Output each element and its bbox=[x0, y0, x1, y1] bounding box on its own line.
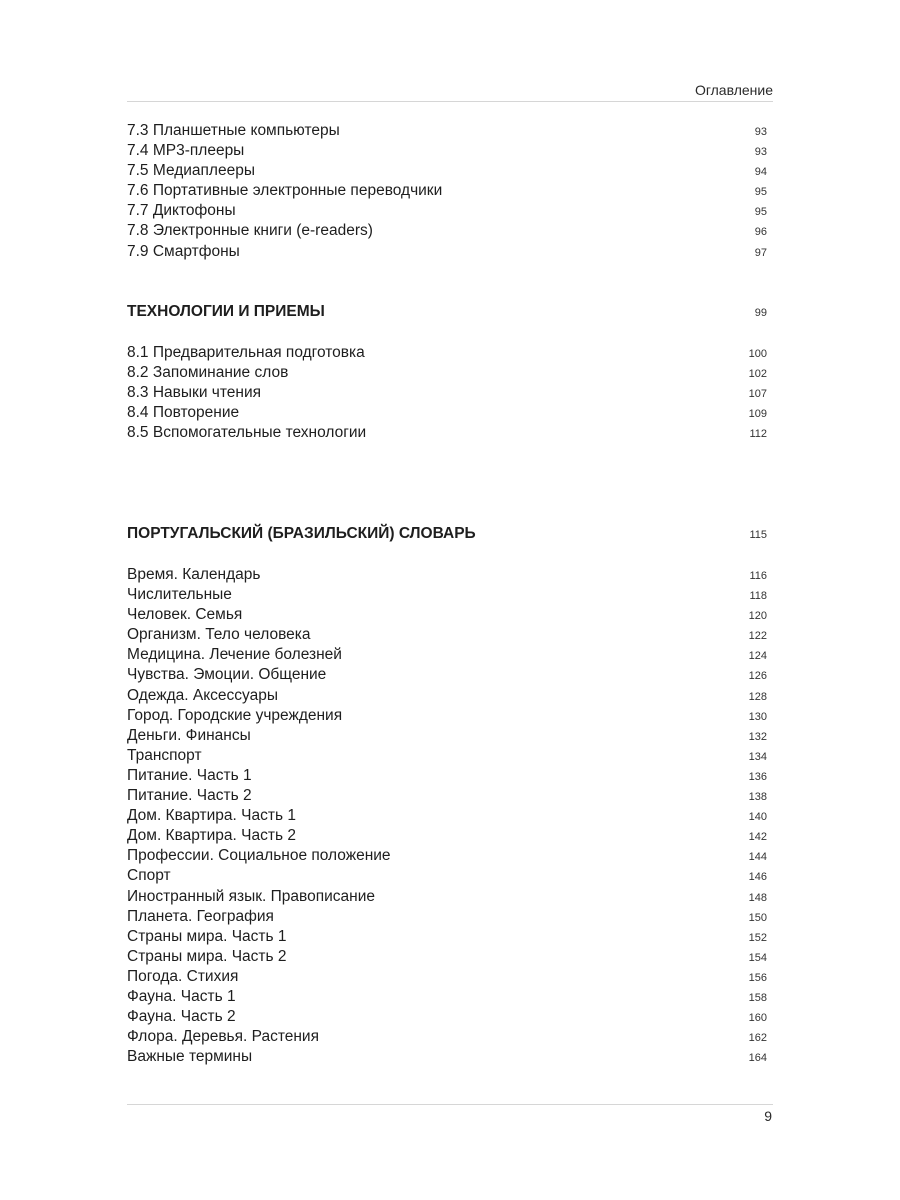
toc-entry-label: 7.8 Электронные книги (e-readers) bbox=[127, 222, 373, 240]
toc-heading-label: ТЕХНОЛОГИИ И ПРИЕМЫ bbox=[127, 303, 325, 320]
toc-section-dictionary-heading bbox=[127, 523, 767, 545]
toc-entry[interactable] bbox=[127, 161, 767, 181]
toc-entry-label: 8.1 Предварительная подготовка bbox=[127, 344, 365, 361]
toc-entry-page: 144 bbox=[748, 851, 767, 864]
toc-entry-label: Важные термины bbox=[127, 1048, 253, 1066]
toc-entry-label: Питание. Часть 1 bbox=[127, 766, 252, 784]
toc-heading[interactable] bbox=[127, 301, 767, 323]
toc-entry[interactable] bbox=[127, 121, 767, 141]
toc-entry-page: 158 bbox=[748, 991, 767, 1004]
toc-entry-label: Питание. Часть 2 bbox=[127, 787, 252, 805]
toc-entry-page: 107 bbox=[748, 388, 767, 401]
toc-entry-page: 97 bbox=[754, 246, 767, 259]
toc-entry-page: 142 bbox=[748, 831, 767, 844]
toc-entry[interactable] bbox=[127, 403, 767, 423]
toc-entry-page: 122 bbox=[748, 630, 767, 643]
toc-entry[interactable] bbox=[127, 967, 767, 987]
toc-entry-label: 8.3 Навыки чтения bbox=[127, 384, 262, 402]
toc-entry-page: 146 bbox=[748, 871, 767, 884]
toc-entry-label: Одежда. Аксессуары bbox=[127, 686, 278, 704]
toc-section-techniques-heading bbox=[127, 301, 767, 323]
toc-entry-label: 7.4 MP3-плееры bbox=[127, 142, 245, 160]
toc-entry-page: 152 bbox=[748, 931, 767, 944]
toc-entry[interactable] bbox=[127, 826, 767, 846]
toc-entry[interactable] bbox=[127, 645, 767, 665]
toc-entry[interactable] bbox=[127, 141, 767, 161]
toc-entry-page: 138 bbox=[748, 791, 767, 804]
toc-entry-page: 160 bbox=[748, 1012, 767, 1025]
toc-entry-label: Фауна. Часть 2 bbox=[127, 1008, 236, 1026]
running-header-title: Оглавление bbox=[694, 82, 773, 98]
toc-entry-label: Страны мира. Часть 2 bbox=[127, 947, 287, 965]
toc-entry-label: Иностранный язык. Правописание bbox=[127, 887, 375, 905]
toc-entry-label: 7.3 Планшетные компьютеры bbox=[127, 122, 340, 139]
toc-entry-page: 132 bbox=[748, 730, 767, 743]
toc-entry[interactable] bbox=[127, 1027, 767, 1047]
toc-entry-page: 130 bbox=[748, 710, 767, 723]
toc-entry-label: Человек. Семья bbox=[127, 606, 243, 624]
toc-entry[interactable] bbox=[127, 343, 767, 363]
toc-entry-label: 8.4 Повторение bbox=[127, 404, 240, 422]
toc-entry[interactable] bbox=[127, 1047, 767, 1067]
toc-entry-page: 116 bbox=[749, 570, 767, 582]
toc-entry-page: 95 bbox=[754, 186, 767, 199]
toc-entry[interactable] bbox=[127, 746, 767, 766]
toc-entry[interactable] bbox=[127, 221, 767, 241]
toc-entry-label: Деньги. Финансы bbox=[127, 726, 251, 744]
toc-entry[interactable] bbox=[127, 786, 767, 806]
toc-section-dictionary bbox=[127, 565, 767, 1067]
toc-entry-label: Дом. Квартира. Часть 2 bbox=[127, 827, 296, 845]
toc-entry-label: Дом. Квартира. Часть 1 bbox=[127, 807, 296, 825]
toc-entry-label: Организм. Тело человека bbox=[127, 626, 311, 644]
toc-entry[interactable] bbox=[127, 706, 767, 726]
toc-entry-page: 134 bbox=[748, 750, 767, 763]
toc-entry-page: 140 bbox=[748, 811, 767, 824]
toc-entry-page: 136 bbox=[748, 770, 767, 783]
toc-entry[interactable] bbox=[127, 726, 767, 746]
toc-entry-label: Флора. Деревья. Растения bbox=[127, 1028, 319, 1046]
toc-entry-label: Транспорт bbox=[127, 746, 202, 764]
toc-entry-page: 162 bbox=[748, 1032, 767, 1045]
toc-section-devices bbox=[127, 121, 767, 262]
toc-entry-page: 96 bbox=[754, 226, 767, 239]
toc-heading-page: 99 bbox=[754, 307, 767, 319]
toc-entry-page: 102 bbox=[748, 368, 767, 381]
toc-entry[interactable] bbox=[127, 866, 767, 886]
toc-entry[interactable] bbox=[127, 181, 767, 201]
toc-entry-page: 156 bbox=[748, 971, 767, 984]
toc-heading[interactable] bbox=[127, 523, 767, 545]
toc-section-techniques bbox=[127, 343, 767, 443]
toc-entry-page: 164 bbox=[748, 1052, 767, 1065]
toc-entry-page: 93 bbox=[754, 146, 767, 159]
toc-entry-label: Профессии. Социальное положение bbox=[127, 847, 391, 865]
toc-entry[interactable] bbox=[127, 585, 767, 605]
toc-entry[interactable] bbox=[127, 947, 767, 967]
toc-entry-label: 7.6 Портативные электронные переводчики bbox=[127, 182, 443, 200]
toc-entry[interactable] bbox=[127, 605, 767, 625]
toc-entry[interactable] bbox=[127, 383, 767, 403]
toc-entry[interactable] bbox=[127, 806, 767, 826]
toc-entry-label: Погода. Стихия bbox=[127, 967, 239, 985]
toc-entry[interactable] bbox=[127, 423, 767, 443]
toc-entry-page: 95 bbox=[754, 206, 767, 219]
footer-divider bbox=[127, 1104, 773, 1105]
toc-entry-label: Страны мира. Часть 1 bbox=[127, 927, 287, 945]
toc-entry-label: Медицина. Лечение болезней bbox=[127, 646, 342, 664]
toc-entry-label: 7.9 Смартфоны bbox=[127, 242, 240, 260]
toc-entry-page: 118 bbox=[749, 590, 767, 603]
toc-entry-page: 109 bbox=[748, 408, 767, 421]
toc-entry-page: 100 bbox=[748, 348, 767, 360]
header-divider bbox=[127, 101, 773, 102]
toc-entry-page: 124 bbox=[748, 650, 767, 663]
toc-entry-label: 7.7 Диктофоны bbox=[127, 202, 236, 220]
toc-entry[interactable] bbox=[127, 766, 767, 786]
toc-entry[interactable] bbox=[127, 363, 767, 383]
toc-entry[interactable] bbox=[127, 201, 767, 221]
toc-entry-page: 154 bbox=[748, 951, 767, 964]
toc-entry-page: 150 bbox=[748, 911, 767, 924]
toc-entry[interactable] bbox=[127, 987, 767, 1007]
toc-entry-label: Числительные bbox=[127, 586, 232, 604]
toc-entry[interactable] bbox=[127, 907, 767, 927]
toc-entry[interactable] bbox=[127, 565, 767, 585]
toc-entry-label: 8.5 Вспомогательные технологии bbox=[127, 424, 367, 442]
toc-entry[interactable] bbox=[127, 1007, 767, 1027]
toc-entry-label: Планета. География bbox=[127, 907, 274, 925]
toc-entry-page: 112 bbox=[749, 428, 767, 441]
toc-entry[interactable] bbox=[127, 887, 767, 907]
toc-entry[interactable] bbox=[127, 846, 767, 866]
toc-entry-page: 126 bbox=[748, 670, 767, 683]
toc-entry-page: 148 bbox=[748, 891, 767, 904]
toc-entry-label: 7.5 Медиаплееры bbox=[127, 162, 255, 180]
toc-entry[interactable] bbox=[127, 625, 767, 645]
toc-entry-label: Спорт bbox=[127, 867, 171, 885]
toc-entry-label: Чувства. Эмоции. Общение bbox=[127, 666, 327, 684]
toc-heading-label: ПОРТУГАЛЬСКИЙ (БРАЗИЛЬСКИЙ) СЛОВАРЬ bbox=[127, 525, 476, 542]
toc-entry[interactable] bbox=[127, 686, 767, 706]
toc-entry[interactable] bbox=[127, 927, 767, 947]
toc-heading-page: 115 bbox=[749, 529, 767, 541]
toc-entry-label: Фауна. Часть 1 bbox=[127, 987, 236, 1005]
toc-entry-page: 93 bbox=[754, 126, 767, 138]
toc-entry[interactable] bbox=[127, 665, 767, 685]
toc-entry-label: Время. Календарь bbox=[127, 566, 261, 583]
toc-entry-page: 120 bbox=[748, 610, 767, 623]
toc-entry-label: 8.2 Запоминание слов bbox=[127, 364, 289, 382]
toc-entry-page: 94 bbox=[754, 166, 767, 179]
toc-entry[interactable] bbox=[127, 242, 767, 262]
toc-entry-page: 128 bbox=[748, 690, 767, 703]
footer-page-number: 9 bbox=[764, 1108, 772, 1124]
toc-entry-label: Город. Городские учреждения bbox=[127, 706, 343, 724]
